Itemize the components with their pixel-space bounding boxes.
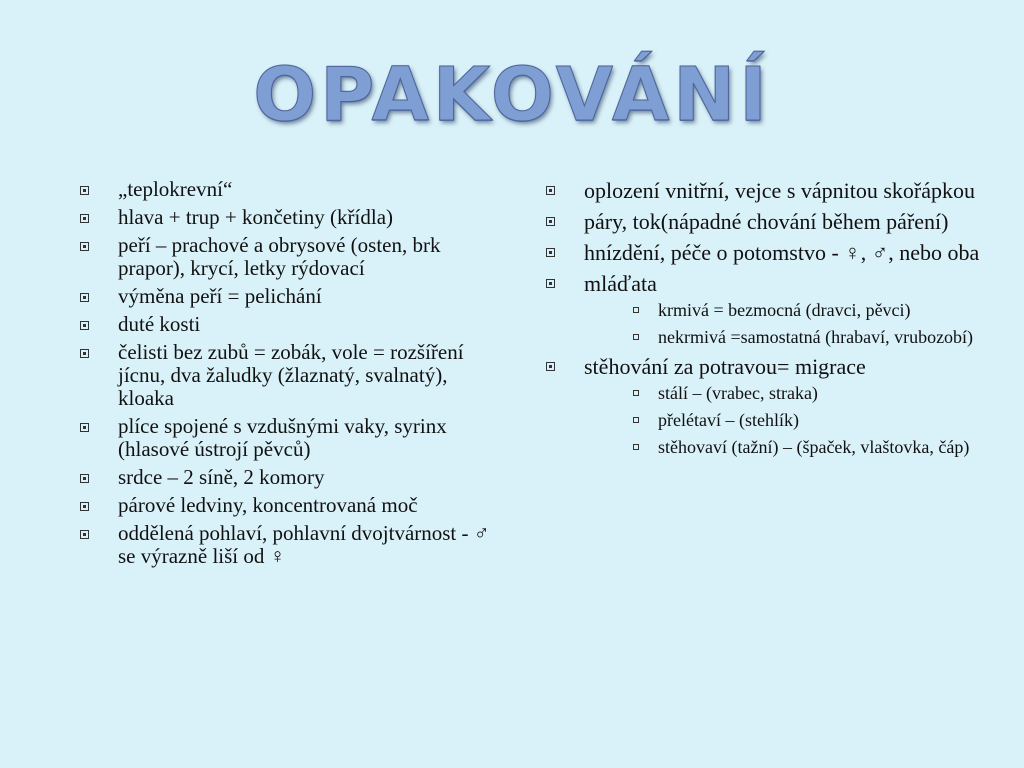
- sub-list-item-text: stálí – (vrabec, straka): [658, 383, 818, 403]
- bullet-icon: [80, 186, 89, 195]
- sub-bullet-icon: [633, 390, 639, 396]
- list-item-text: „teplokrevní“: [118, 177, 233, 201]
- list-item-text: oddělená pohlaví, pohlavní dvojtvárnost - ♂ se výrazně liší od ♀: [118, 521, 490, 568]
- list-item: [78, 285, 498, 308]
- bullet-icon: [546, 279, 555, 288]
- bullet-icon: [546, 362, 555, 371]
- list-item-text: čelisti bez zubů = zobák, vole = rozšíření jícnu, dva žaludky (žlaznatý, svalnatý), kloaka: [118, 340, 464, 410]
- sub-list: [584, 300, 984, 348]
- list-item-text: hlava + trup + končetiny (křídla): [118, 205, 394, 229]
- list-item: [78, 415, 498, 461]
- sub-list-item-text: nekrmivá =samostatná (hrabaví, vrubozobí): [658, 327, 974, 347]
- sub-list-item: [584, 300, 984, 321]
- list-item: [78, 234, 498, 280]
- bullet-icon: [80, 349, 89, 358]
- list-item-text: hnízdění, péče o potomstvo - ♀, ♂, nebo oba: [584, 240, 980, 265]
- list-item-text: oplození vnitřní, vejce s vápnitou skořápkou: [584, 178, 976, 203]
- sub-list-item-text: krmivá = bezmocná (dravci, pěvci): [658, 300, 911, 320]
- list-item-text: výměna peří = pelichání: [118, 284, 322, 308]
- list-item-text: peří – prachové a obrysové (osten, brk prapor), krycí, letky rýdovací: [118, 233, 441, 280]
- right-bullet-list: [544, 178, 984, 458]
- list-item: [78, 466, 498, 489]
- bullet-icon: [80, 242, 89, 251]
- sub-bullet-icon: [633, 444, 639, 450]
- list-item: [78, 522, 498, 568]
- bullet-icon: [80, 423, 89, 432]
- bullet-icon: [546, 186, 555, 195]
- list-item: [78, 178, 498, 201]
- bullet-icon: [80, 321, 89, 330]
- list-item-text: párové ledviny, koncentrovaná moč: [118, 493, 418, 517]
- list-item: [544, 209, 984, 234]
- sub-bullet-icon: [633, 334, 639, 340]
- bullet-icon: [80, 474, 89, 483]
- sub-list-item-text: přelétaví – (stehlík): [658, 410, 799, 430]
- list-item: [78, 341, 498, 410]
- sub-list-item: [584, 327, 984, 348]
- list-item-text: páry, tok(nápadné chování během páření): [584, 209, 949, 234]
- sub-list-item-text: stěhovaví (tažní) – (špaček, vlaštovka, čáp): [658, 437, 970, 457]
- list-item: [544, 354, 984, 458]
- list-item-text: plíce spojené s vzdušnými vaky, syrinx (hlasové ústrojí pěvců): [118, 414, 447, 461]
- left-column: [78, 178, 498, 573]
- slide-title: OPAKOVÁNÍ: [253, 52, 771, 138]
- list-item-text: duté kosti: [118, 312, 201, 336]
- sub-bullet-icon: [633, 417, 639, 423]
- right-column: [544, 178, 984, 464]
- bullet-icon: [546, 217, 555, 226]
- bullet-icon: [546, 248, 555, 257]
- sub-list: [584, 383, 984, 458]
- list-item-text: srdce – 2 síně, 2 komory: [118, 465, 325, 489]
- list-item: [544, 240, 984, 265]
- bullet-icon: [80, 502, 89, 511]
- sub-list-item: [584, 383, 984, 404]
- list-item: [544, 271, 984, 348]
- list-item: [544, 178, 984, 203]
- bullet-icon: [80, 293, 89, 302]
- list-item: [78, 494, 498, 517]
- bullet-icon: [80, 214, 89, 223]
- list-item: [78, 313, 498, 336]
- sub-list-item: [584, 410, 984, 431]
- list-item: [78, 206, 498, 229]
- sub-list-item: [584, 437, 984, 458]
- list-item-text: stěhování za potravou= migrace: [584, 354, 866, 379]
- list-item-text: mláďata: [584, 271, 657, 296]
- sub-bullet-icon: [633, 307, 639, 313]
- bullet-icon: [80, 530, 89, 539]
- left-bullet-list: [78, 178, 498, 568]
